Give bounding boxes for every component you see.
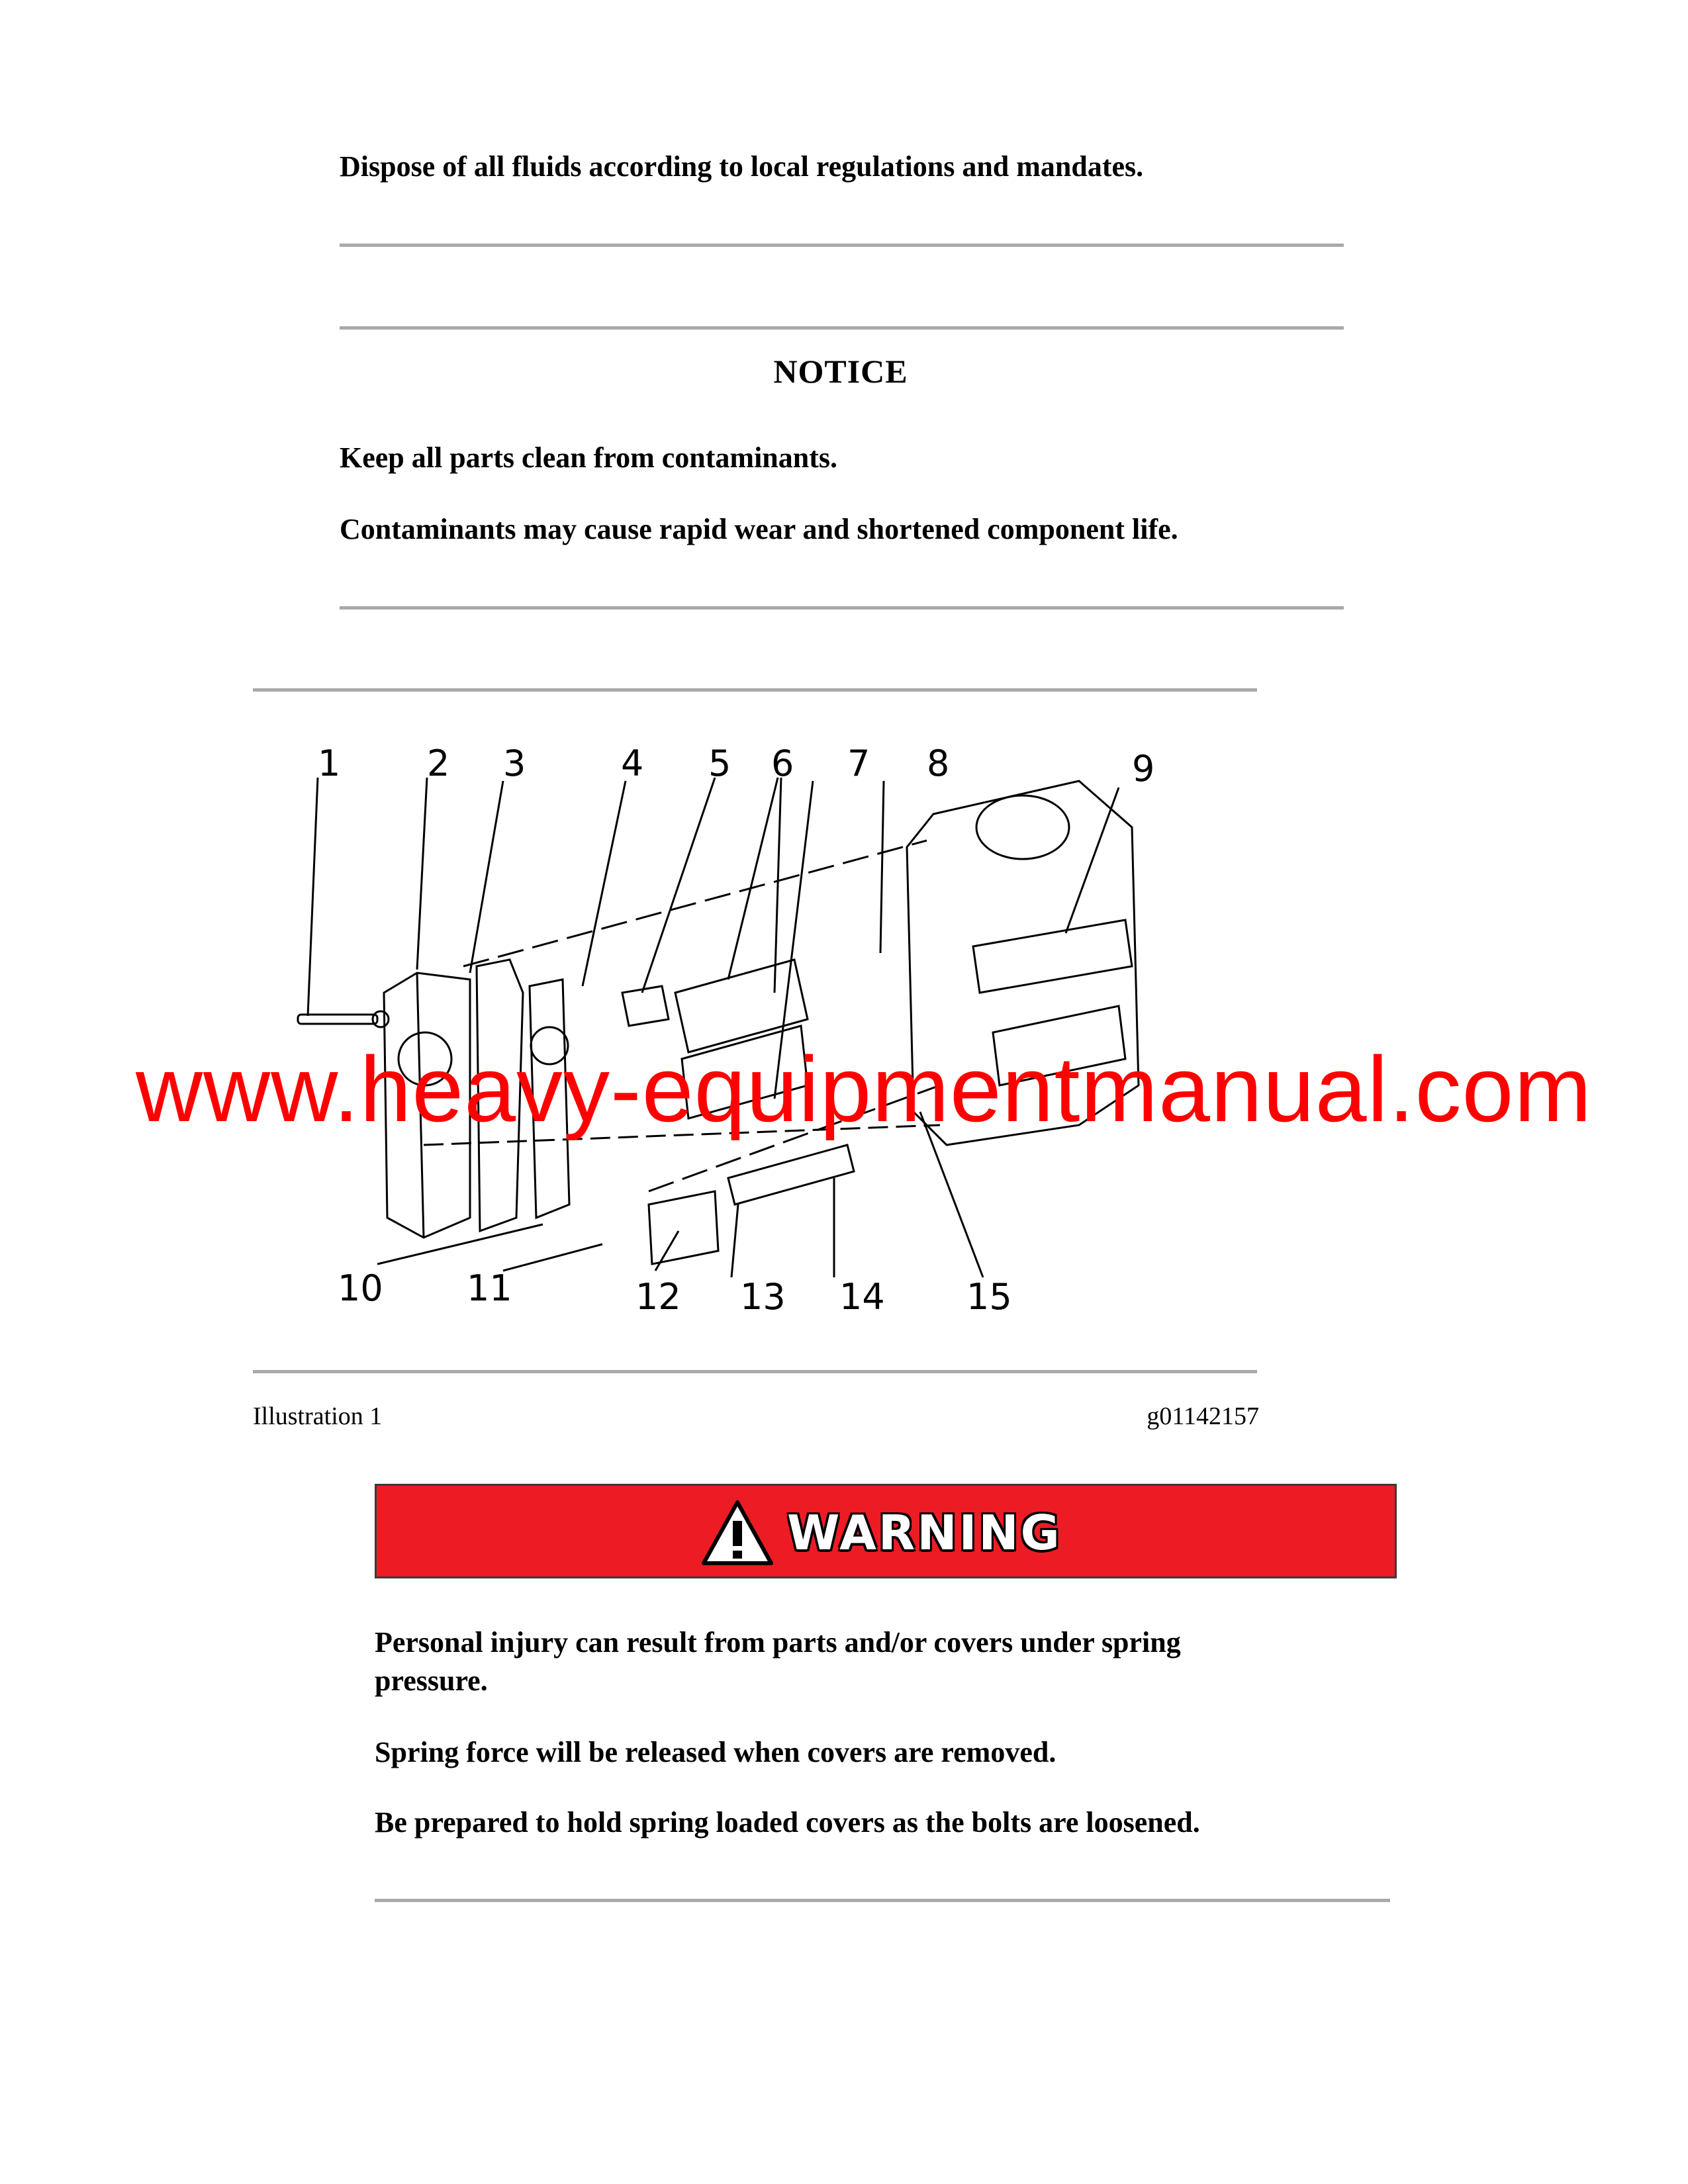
dispose-fluids-text: Dispose of all fluids according to local regulations and mandates. <box>340 150 1144 183</box>
warning-line-hold-covers: Be prepared to hold spring loaded covers as the bolts are loosened. <box>375 1806 1200 1839</box>
warning-line-injury: Personal injury can result from parts and/or covers under spring <box>375 1626 1181 1659</box>
callout-11: 11 <box>467 1267 512 1309</box>
warning-line-spring-force: Spring force will be released when covers are removed. <box>375 1736 1056 1768</box>
callout-12: 12 <box>635 1276 681 1318</box>
divider <box>340 326 1344 330</box>
callout-8: 8 <box>927 743 950 784</box>
callout-10: 10 <box>338 1267 383 1309</box>
callout-14: 14 <box>839 1276 885 1318</box>
illustration-caption: Illustration 1 <box>253 1402 383 1430</box>
warning-banner <box>375 1484 1397 1578</box>
divider <box>340 244 1344 247</box>
callout-9: 9 <box>1132 748 1155 790</box>
callout-7: 7 <box>847 743 870 784</box>
warning-line-pressure: pressure. <box>375 1664 488 1697</box>
illustration-bottom-rule <box>253 1370 1257 1373</box>
callout-3: 3 <box>503 743 526 784</box>
notice-line-clean: Keep all parts clean from contaminants. <box>340 441 838 474</box>
divider <box>340 606 1344 610</box>
warning-label: WARNING <box>787 1504 1062 1561</box>
notice-line-wear: Contaminants may cause rapid wear and shortened component life. <box>340 513 1178 545</box>
watermark: www.heavy-equipmentmanual.com <box>136 1037 1593 1141</box>
callout-4: 4 <box>621 743 644 784</box>
illustration-id: g01142157 <box>1147 1402 1259 1430</box>
notice-heading: NOTICE <box>773 353 908 390</box>
illustration-top-rule <box>253 688 1257 692</box>
divider <box>375 1899 1390 1902</box>
callout-5: 5 <box>708 743 731 784</box>
callout-15: 15 <box>966 1276 1012 1318</box>
callout-13: 13 <box>740 1276 786 1318</box>
exploded-valve-diagram <box>252 715 1258 1350</box>
callout-6: 6 <box>771 743 794 784</box>
callout-1: 1 <box>318 743 341 784</box>
warning-triangle-icon <box>701 1500 774 1566</box>
callout-2: 2 <box>427 743 450 784</box>
